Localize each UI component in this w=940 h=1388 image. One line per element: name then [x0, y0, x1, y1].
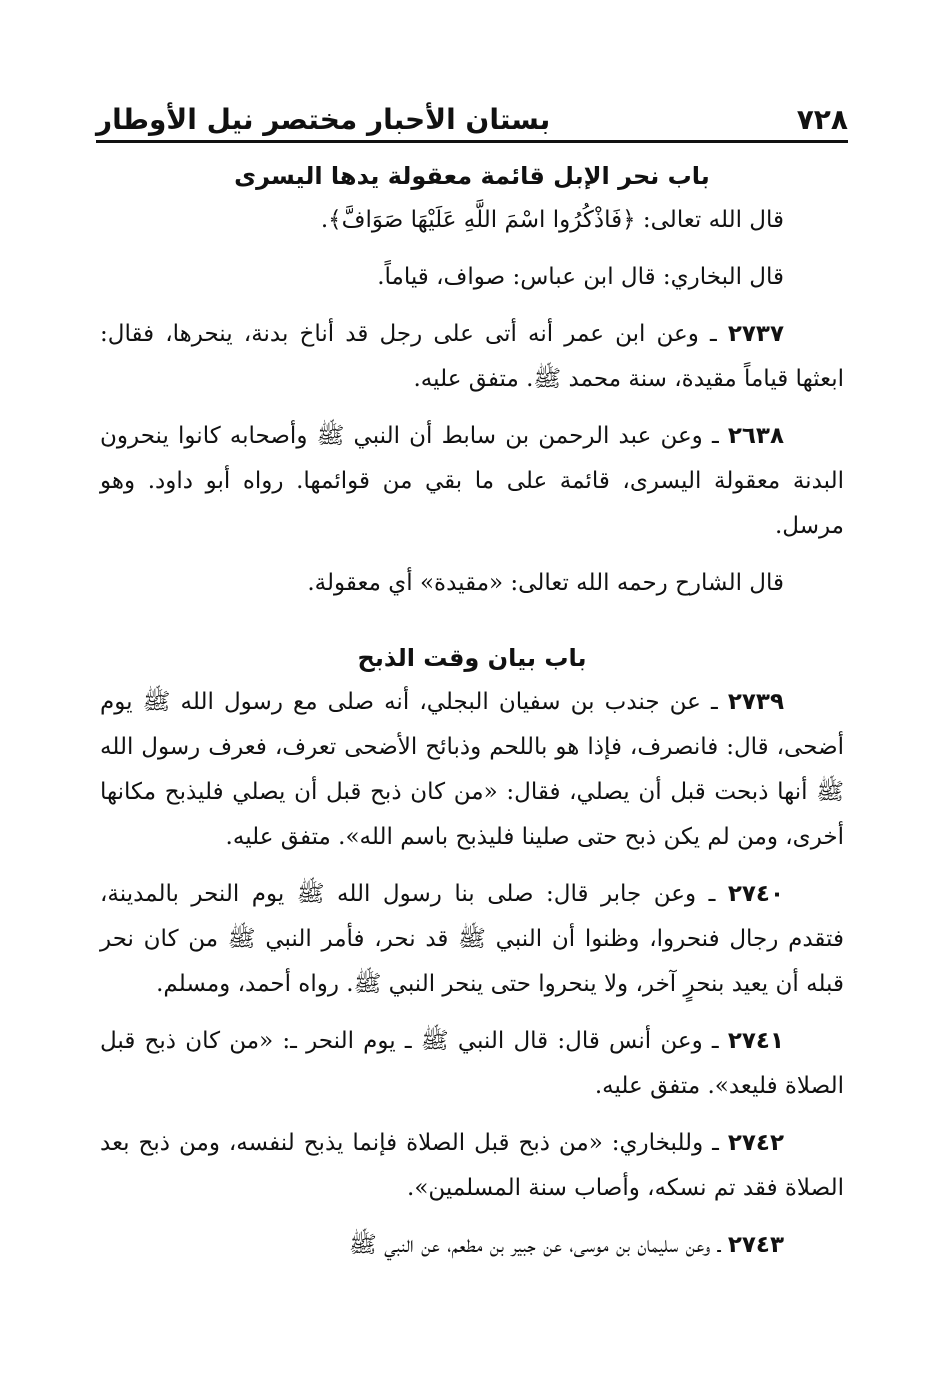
hadith-number: ٢٧٤٠	[727, 881, 784, 907]
paragraph	[100, 561, 844, 606]
paragraph-text: ـ وعن سليمان بن موسى، عن جبير بن مطعم، عن النبي ﷺ	[349, 1232, 721, 1258]
paragraph-text: ـ عن جندب بن سفيان البجلي، أنه صلى مع رسول الله ﷺ يوم أضحى، قال: فانصرف، فإذا هو باللحم وذبائح الأضحى تعرف، فعرف رسول الله ﷺ أنها ذبحت قبل أن يصلي، فقال: «من كان ذبح قبل أن يصلي فليذبح مكانها أخرى، ومن لم يكن ذبح حتى صلينا فليذبح باسم الله». متفق عليه.	[100, 689, 844, 850]
section-heading: باب نحر الإبل قائمة معقولة يدها اليسرى	[234, 162, 710, 190]
hadith-number: ٢٧٤١	[727, 1028, 784, 1054]
page-body	[100, 158, 844, 1280]
hadith-paragraph	[100, 680, 844, 860]
hadith-paragraph	[100, 1223, 844, 1268]
section	[100, 640, 844, 1268]
paragraph-text: قال البخاري: قال ابن عباس: صواف، قياماً.	[377, 264, 784, 290]
paragraph-text: ـ وللبخاري: «من ذبح قبل الصلاة فإنما يذبح لنفسه، ومن ذبح بعد الصلاة فقد تم نسكه، وأصاب سنة المسلمين».	[100, 1130, 844, 1201]
hadith-number: ٢٧٣٧	[727, 321, 784, 347]
section	[100, 158, 844, 606]
book-title: بستان الأحبار مختصر نيل الأوطار	[96, 103, 551, 136]
paragraph	[100, 255, 844, 300]
page-number: ٧٢٨	[796, 103, 848, 136]
hadith-paragraph	[100, 414, 844, 549]
paragraph-text: ـ وعن ابن عمر أنه أتى على رجل قد أناخ بدنة، ينحرها، فقال: ابعثها قياماً مقيدة، سنة محمد ﷺ. متفق عليه.	[100, 321, 844, 392]
paragraph-text: ـ وعن جابر قال: صلى بنا رسول الله ﷺ يوم النحر بالمدينة، فتقدم رجال فنحروا، وظنوا أن النبي ﷺ قد نحر، فأمر النبي ﷺ من كان نحر قبله أن يعيد بنحرٍ آخر، ولا ينحروا حتى ينحر النبي ﷺ. رواه أحمد، ومسلم.	[100, 881, 844, 997]
hadith-number: ٢٧٤٣	[727, 1232, 784, 1258]
paragraph	[100, 198, 844, 243]
paragraph-text: قال الشارح رحمه الله تعالى: «مقيدة» أي معقولة.	[307, 570, 784, 596]
page-header	[96, 86, 848, 134]
header-divider	[96, 140, 848, 143]
section-heading: باب بيان وقت الذبح	[357, 644, 587, 672]
hadith-paragraph	[100, 872, 844, 1007]
hadith-paragraph	[100, 1121, 844, 1211]
hadith-number: ٢٧٣٩	[727, 689, 784, 715]
hadith-number: ٢٧٤٢	[727, 1130, 784, 1156]
paragraph-text: قال الله تعالى: ﴿فَاذْكُرُوا اسْمَ اللَّهِ عَلَيْهَا صَوَافَّ﴾.	[320, 207, 784, 233]
hadith-number: ٢٦٣٨	[727, 423, 784, 449]
hadith-paragraph	[100, 1019, 844, 1109]
hadith-paragraph	[100, 312, 844, 402]
paragraph-text: ـ وعن أنس قال: قال النبي ﷺ ـ يوم النحر ـ: «من كان ذبح قبل الصلاة فليعد». متفق عليه.	[100, 1028, 844, 1099]
paragraph-text: ـ وعن عبد الرحمن بن سابط أن النبي ﷺ وأصحابه كانوا ينحرون البدنة معقولة اليسرى، قائمة على ما بقي من قوائمها. رواه أبو داود. وهو مرسل.	[100, 423, 844, 539]
